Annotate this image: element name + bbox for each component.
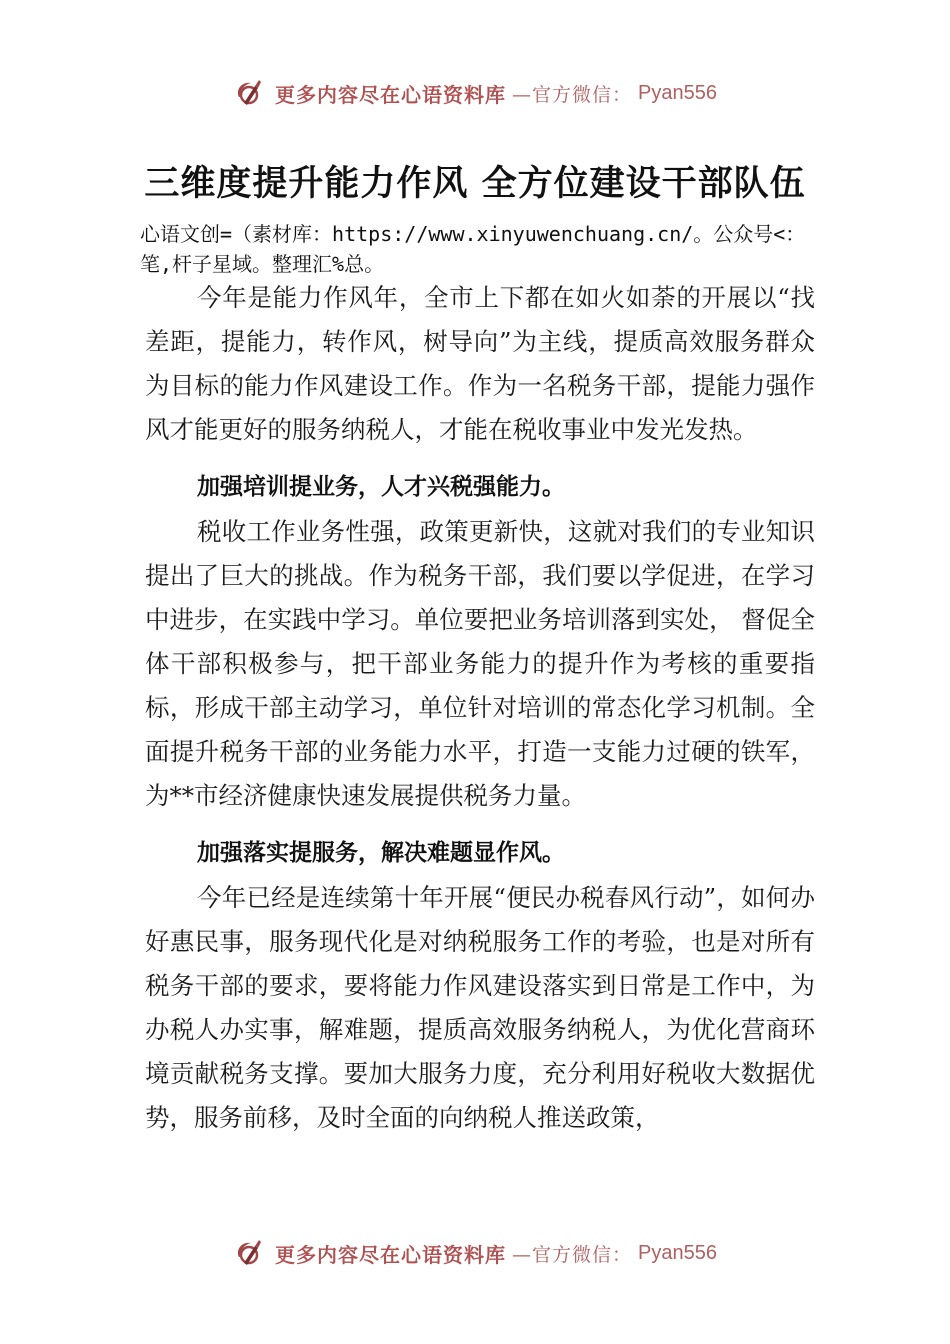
header-banner — [0, 71, 950, 115]
section-paragraph: 今年已经是连续第十年开展“便民办税春风行动”，如何办好惠民事，服务现代化是对纳税服务工作的考验，也是对所有税务干部的要求，要将能力作风建设落实到日常是工作中，为办税人办实事，解难题，提质高效服务纳税人，为优化营商环境贡献税务支撑。要加大服务力度，充分利用好税收大数据优势，服务前移，及时全面的向纳税人推送政策， — [145, 883, 815, 1132]
document-title: 三维度提升能力作风 全方位建设干部队伍 — [144, 163, 806, 204]
section-heading: 加强落实提服务，解决难题显作风。 — [197, 840, 565, 866]
banner-main-text: 更多内容尽在心语资料库 — [275, 1242, 506, 1267]
banner-wechat-id: Pyan556 — [638, 1241, 717, 1264]
section-heading: 加强培训提业务，人才兴税强能力。 — [197, 474, 565, 500]
footer-banner — [0, 1231, 950, 1275]
intro-paragraph: 今年是能力作风年，全市上下都在如火如荼的开展以“找差距，提能力，转作风，树导向”为主线，提质高效服务群众为目标的能力作风建设工作。作为一名税务干部，提能力强作风才能更好的服务纳税人，才能在税收事业中发光发热。 — [145, 283, 815, 444]
banner-sub-text: —官方微信： — [512, 83, 633, 106]
pen-logo-icon — [233, 1237, 269, 1269]
source-line: 心语文创=（素材库：https://www.xinyuwenchuang.cn/。公众号<：笔,杆子星域。整理汇%总。 — [140, 222, 806, 276]
pen-logo-icon — [233, 77, 269, 109]
banner-wechat-id: Pyan556 — [638, 81, 717, 104]
banner-sub-text: —官方微信： — [512, 1243, 633, 1266]
section-paragraph: 税收工作业务性强，政策更新快，这就对我们的专业知识提出了巨大的挑战。作为税务干部，我们要以学促进，在学习中进步，在实践中学习。单位要把业务培训落到实处， 督促全体干部积极参与，把干部业务能力的提升作为考核的重要指标，形成干部主动学习，单位针对培训的常态化学习机制。全面提升税务干部的业务能力水平，打造一支能力过硬的铁军，为**市经济健康快速发展提供税务力量。 — [145, 517, 815, 810]
banner-main-text: 更多内容尽在心语资料库 — [275, 82, 506, 107]
document-body — [145, 276, 815, 1140]
